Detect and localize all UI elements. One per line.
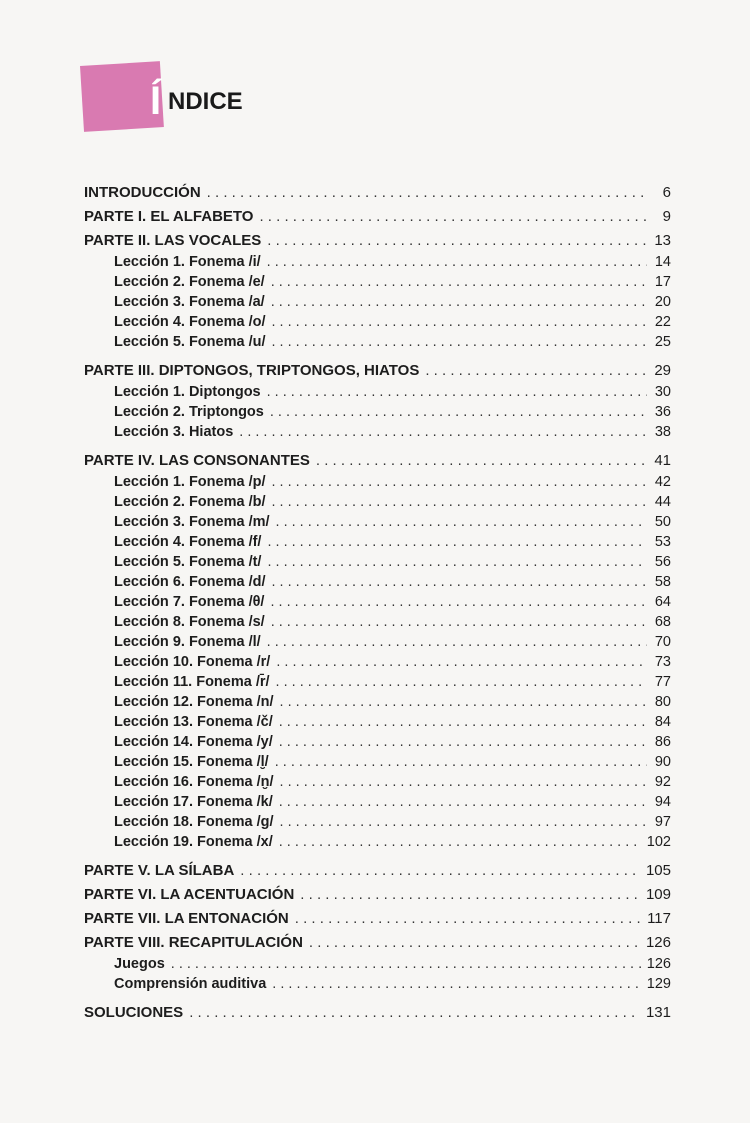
toc-page-number: 126 (646, 956, 671, 972)
toc-entry-label: Lección 5. Fonema /u/ (114, 334, 266, 350)
toc-page-number: 105 (645, 862, 671, 879)
toc-entry-label: Lección 5. Fonema /t/ (114, 554, 262, 570)
toc-page-number: 58 (654, 574, 671, 590)
toc-lesson-entry[interactable] (84, 614, 671, 634)
toc-lesson-entry[interactable] (84, 514, 671, 534)
toc-entry-label: INTRODUCCIÓN (84, 184, 201, 201)
toc-dot-leader (271, 574, 647, 590)
toc-part-entry[interactable] (84, 1004, 671, 1024)
toc-part-entry[interactable] (84, 910, 671, 930)
toc-page-number: 13 (654, 232, 671, 249)
toc-entry-label: PARTE VI. LA ACENTUACIÓN (84, 886, 295, 903)
toc-dot-leader (267, 232, 647, 249)
toc-lesson-entry[interactable] (84, 404, 671, 424)
toc-dot-leader (271, 474, 647, 490)
toc-page-number: 44 (654, 494, 671, 510)
toc-dot-leader (270, 404, 647, 420)
toc-entry-label: Lección 14. Fonema /y/ (114, 734, 273, 750)
toc-entry-label: Lección 1. Fonema /i/ (114, 254, 261, 270)
toc-lesson-entry[interactable] (84, 474, 671, 494)
toc-page-number: 131 (645, 1004, 671, 1021)
toc-lesson-entry[interactable] (84, 314, 671, 334)
toc-entry-label: Lección 9. Fonema /l/ (114, 634, 261, 650)
toc-lesson-entry[interactable] (84, 294, 671, 314)
toc-dot-leader (280, 694, 647, 710)
toc-lesson-entry[interactable] (84, 654, 671, 674)
toc-lesson-entry[interactable] (84, 274, 671, 294)
toc-page-number: 77 (654, 674, 671, 690)
toc-dot-leader (280, 814, 647, 830)
toc-entry-label: Lección 4. Fonema /f/ (114, 534, 262, 550)
toc-page-number: 73 (654, 654, 671, 670)
toc-page-number: 25 (654, 334, 671, 350)
toc-entry-label: Lección 4. Fonema /o/ (114, 314, 266, 330)
toc-lesson-entry[interactable] (84, 384, 671, 404)
toc-entry-label: PARTE VII. LA ENTONACIÓN (84, 910, 289, 927)
toc-entry-label: Juegos (114, 956, 165, 972)
toc-page-number: 53 (654, 534, 671, 550)
toc-page-number: 30 (654, 384, 671, 400)
toc-dot-leader (316, 452, 647, 469)
toc-page-number: 20 (654, 294, 671, 310)
toc-page-number: 17 (654, 274, 671, 290)
toc-page-number: 126 (645, 934, 671, 951)
toc-entry-label: Lección 2. Fonema /e/ (114, 274, 265, 290)
toc-lesson-entry[interactable] (84, 674, 671, 694)
toc-entry-label: PARTE IV. LAS CONSONANTES (84, 452, 310, 469)
toc-dot-leader (280, 774, 647, 790)
toc-page-number: 80 (654, 694, 671, 710)
toc-dot-leader (275, 754, 647, 770)
toc-page-number: 14 (654, 254, 671, 270)
toc-entry-label: Lección 17. Fonema /k/ (114, 794, 273, 810)
toc-entry-label: Lección 7. Fonema /θ/ (114, 594, 265, 610)
toc-dot-leader (267, 634, 647, 650)
toc-entry-label: Lección 15. Fonema /l̮/ (114, 754, 269, 770)
toc-page-number: 29 (654, 362, 671, 379)
toc-dot-leader (240, 862, 640, 879)
toc-lesson-entry[interactable] (84, 634, 671, 654)
toc-dot-leader (271, 294, 647, 310)
toc-dot-leader (279, 834, 641, 850)
toc-dot-leader (271, 314, 647, 330)
toc-dot-leader (276, 514, 647, 530)
toc-page-number: 92 (654, 774, 671, 790)
title-rest: NDICE (168, 88, 243, 115)
toc-page-number: 86 (654, 734, 671, 750)
toc-dot-leader (271, 334, 647, 350)
toc-entry-label: Lección 2. Fonema /b/ (114, 494, 266, 510)
toc-dot-leader (309, 934, 640, 951)
toc-lesson-entry[interactable] (84, 714, 671, 734)
toc-page-number: 9 (662, 208, 671, 225)
toc-part-entry[interactable] (84, 886, 671, 906)
toc-page-number: 70 (654, 634, 671, 650)
toc-part-entry[interactable] (84, 362, 671, 382)
toc-dot-leader (271, 274, 647, 290)
toc-entry-label: Lección 6. Fonema /d/ (114, 574, 266, 590)
toc-page-number: 42 (654, 474, 671, 490)
toc-dot-leader (270, 594, 647, 610)
toc-dot-leader (271, 494, 647, 510)
toc-dot-leader (171, 956, 641, 972)
toc-entry-label: Lección 3. Fonema /m/ (114, 514, 270, 530)
toc-lesson-entry[interactable] (84, 574, 671, 594)
toc-entry-label: Lección 10. Fonema /r/ (114, 654, 271, 670)
toc-entry-label: PARTE II. LAS VOCALES (84, 232, 262, 249)
toc-page-number: 129 (646, 976, 671, 992)
toc-dot-leader (279, 734, 647, 750)
toc-lesson-entry[interactable] (84, 734, 671, 754)
toc-page-number: 38 (654, 424, 671, 440)
toc-dot-leader (259, 208, 647, 225)
toc-dot-leader (239, 424, 647, 440)
toc-page-number: 50 (654, 514, 671, 530)
toc-lesson-entry[interactable] (84, 976, 671, 996)
toc-entry-label: Lección 1. Diptongos (114, 384, 261, 400)
toc-entry-label: Lección 8. Fonema /s/ (114, 614, 265, 630)
toc-lesson-entry[interactable] (84, 694, 671, 714)
toc-entry-label: SOLUCIONES (84, 1004, 184, 1021)
toc-entry-label: Lección 13. Fonema /č/ (114, 714, 273, 730)
toc-page-number: 117 (647, 910, 671, 927)
toc-dot-leader (272, 976, 641, 992)
toc-dot-leader (279, 714, 647, 730)
toc-lesson-entry[interactable] (84, 794, 671, 814)
toc-part-entry[interactable] (84, 232, 671, 252)
toc-page-number: 90 (654, 754, 671, 770)
toc-entry-label: PARTE I. EL ALFABETO (84, 208, 254, 225)
toc-dot-leader (276, 674, 647, 690)
toc-entry-label: PARTE V. LA SÍLABA (84, 862, 235, 879)
toc-page-number: 6 (662, 184, 671, 201)
toc-dot-leader (271, 614, 647, 630)
toc-page-number: 36 (654, 404, 671, 420)
toc-page-number: 64 (654, 594, 671, 610)
toc-page-number: 94 (654, 794, 671, 810)
toc-dot-leader (267, 554, 647, 570)
toc-part-entry[interactable] (84, 184, 671, 204)
toc-dot-leader (267, 254, 647, 270)
toc-part-entry[interactable] (84, 934, 671, 954)
toc-page-number: 22 (654, 314, 671, 330)
toc-page-number: 97 (654, 814, 671, 830)
toc-entry-label: PARTE III. DIPTONGOS, TRIPTONGOS, HIATOS (84, 362, 420, 379)
toc-lesson-entry[interactable] (84, 594, 671, 614)
toc-entry-label: Lección 19. Fonema /x/ (114, 834, 273, 850)
toc-dot-leader (207, 184, 647, 201)
toc-dot-leader (276, 654, 647, 670)
toc-dot-leader (189, 1004, 640, 1021)
toc-lesson-entry[interactable] (84, 334, 671, 354)
toc-entry-label: Lección 1. Fonema /p/ (114, 474, 266, 490)
toc-entry-label: Lección 18. Fonema /g/ (114, 814, 274, 830)
toc-page-number: 41 (654, 452, 671, 469)
toc-dot-leader (425, 362, 647, 379)
toc-lesson-entry[interactable] (84, 554, 671, 574)
toc-entry-label: Lección 16. Fonema /n̮/ (114, 774, 274, 790)
table-of-contents (84, 184, 671, 1024)
toc-lesson-entry[interactable] (84, 254, 671, 274)
toc-entry-label: Lección 11. Fonema /r̄/ (114, 674, 270, 690)
toc-lesson-entry[interactable] (84, 834, 671, 854)
toc-entry-label: Lección 12. Fonema /n/ (114, 694, 274, 710)
toc-entry-label: Lección 2. Triptongos (114, 404, 264, 420)
toc-page-number: 68 (654, 614, 671, 630)
toc-lesson-entry[interactable] (84, 754, 671, 774)
toc-part-entry[interactable] (84, 208, 671, 228)
toc-lesson-entry[interactable] (84, 814, 671, 834)
toc-dot-leader (295, 910, 641, 927)
toc-dot-leader (300, 886, 640, 903)
toc-page-number: 109 (645, 886, 671, 903)
toc-entry-label: Comprensión auditiva (114, 976, 267, 992)
toc-page-number: 56 (654, 554, 671, 570)
toc-entry-label: PARTE VIII. RECAPITULACIÓN (84, 934, 303, 951)
toc-part-entry[interactable] (84, 862, 671, 882)
toc-lesson-entry[interactable] (84, 424, 671, 444)
toc-page-number: 102 (646, 834, 671, 850)
title-first-letter: Í (150, 79, 161, 123)
index-title (80, 66, 320, 134)
toc-part-entry[interactable] (84, 452, 671, 472)
toc-dot-leader (279, 794, 647, 810)
toc-entry-label: Lección 3. Fonema /a/ (114, 294, 265, 310)
toc-lesson-entry[interactable] (84, 534, 671, 554)
toc-dot-leader (267, 384, 647, 400)
toc-entry-label: Lección 3. Hiatos (114, 424, 234, 440)
toc-lesson-entry[interactable] (84, 956, 671, 976)
toc-lesson-entry[interactable] (84, 774, 671, 794)
toc-page-number: 84 (654, 714, 671, 730)
toc-lesson-entry[interactable] (84, 494, 671, 514)
toc-dot-leader (267, 534, 647, 550)
